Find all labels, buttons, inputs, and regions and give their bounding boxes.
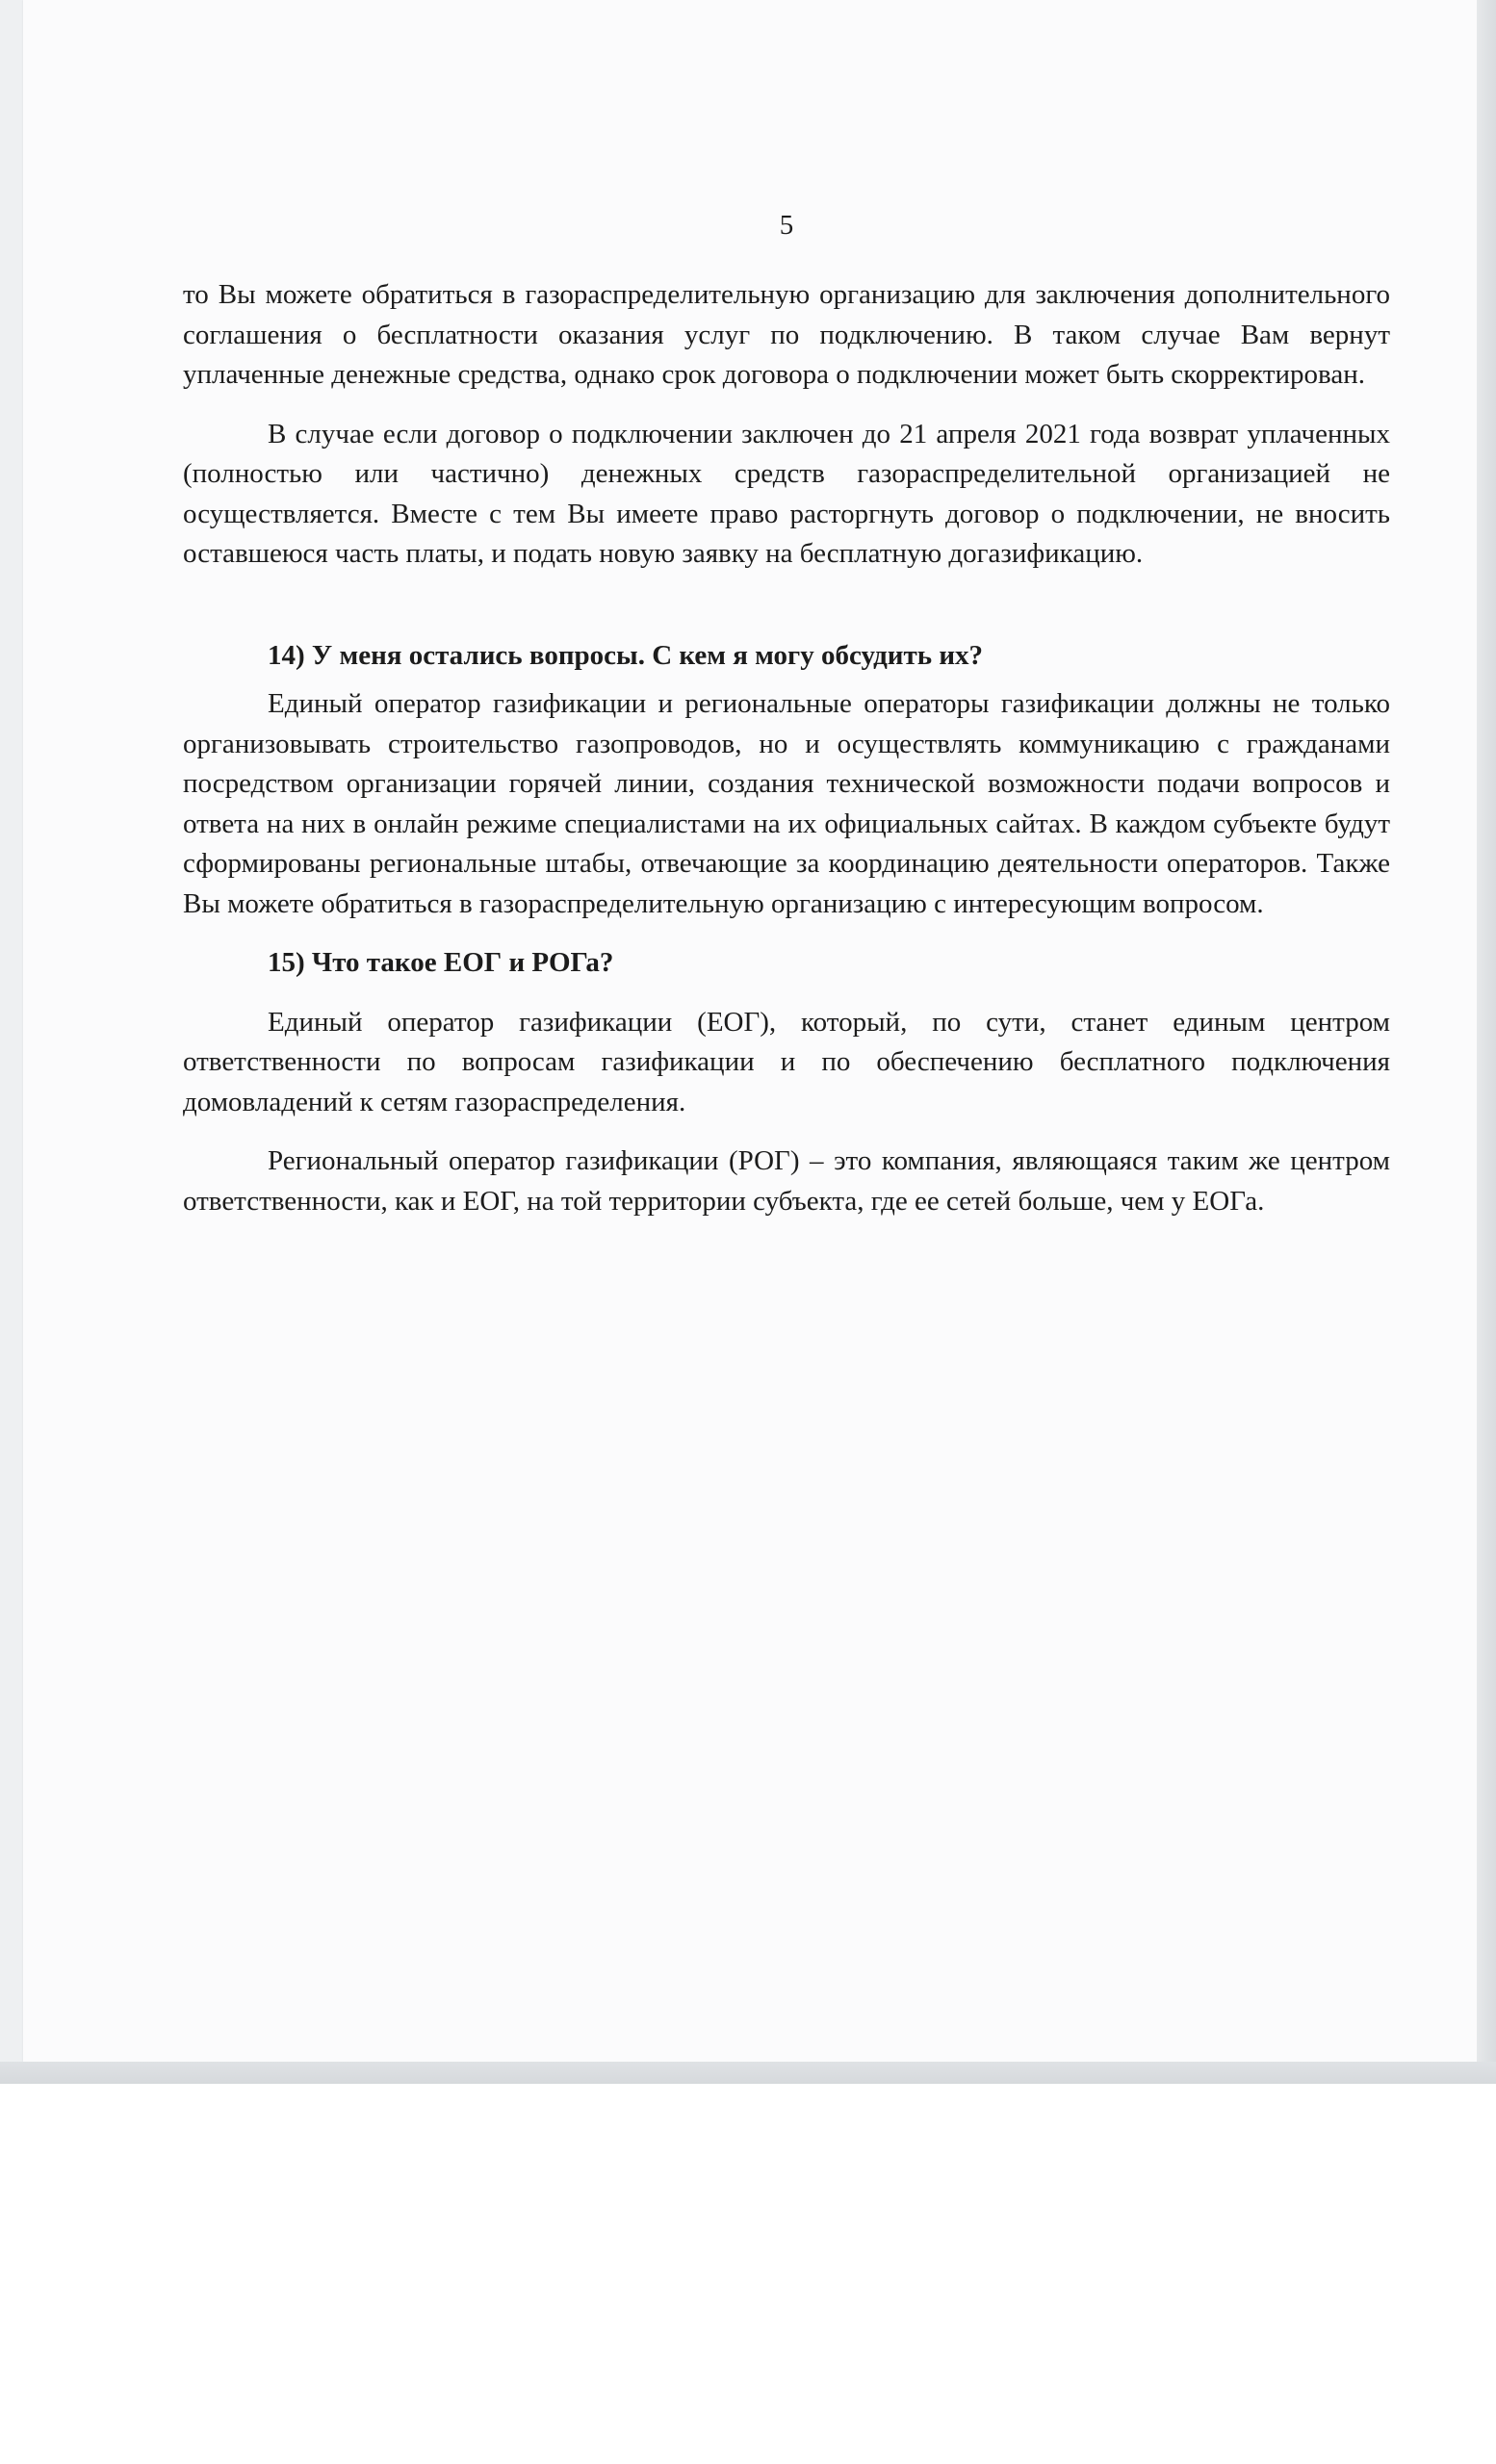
paragraph-eog-definition: Единый оператор газификации (ЕОГ), который, по сути, станет единым центром ответственности по вопросам газификации и по обеспечению бесплатного подключения домовладений к сетям газораспределения. <box>183 1006 1390 1117</box>
heading-question-15: 15) Что такое ЕОГ и РОГа? <box>268 947 614 978</box>
paragraph-refund-continuation: то Вы можете обратиться в газораспределительную организацию для заключения дополнительного соглашения о бесплатности оказания услуг по подключению. В таком случае Вам вернут уплаченные денежные средства, однако срок договора о подключении может быть скорректирован. <box>183 279 1390 390</box>
document-body <box>183 192 1390 1221</box>
paragraph-before-april-2021: В случае если договор о подключении заключен до 21 апреля 2021 года возврат уплаченных (полностью или частично) денежных средств газораспределительной организацией не осуществляется. Вместе с тем Вы имеете право расторгнуть договор о подключении, не вносить оставшеюся часть платы, и подать новую заявку на бесплатную догазификацию. <box>183 418 1390 569</box>
scan-edge-bottom <box>0 2062 1496 2084</box>
page-number: 5 <box>779 210 794 241</box>
paragraph-operators-communication: Единый оператор газификации и региональные операторы газификации должны не только организовывать строительство газопроводов, но и осуществлять коммуникацию с гражданами посредством организации горячей линии, создания технической возможности подачи вопросов и ответа на них в онлайн режиме специалистами на их официальных сайтах. В каждом субъекте будут сформированы региональные штабы, отвечающие за координацию деятельности операторов. Также Вы можете обратиться в газораспределительную организацию с интересующим вопросом. <box>183 688 1390 919</box>
scan-edge-right <box>1477 0 1496 2084</box>
paragraph-rog-definition: Региональный оператор газификации (РОГ) – это компания, являющаяся таким же центром ответственности, как и ЕОГ, на той территории субъекта, где ее сетей больше, чем у ЕОГа. <box>183 1145 1390 1217</box>
heading-question-14: 14) У меня остались вопросы. С кем я могу обсудить их? <box>268 639 984 671</box>
